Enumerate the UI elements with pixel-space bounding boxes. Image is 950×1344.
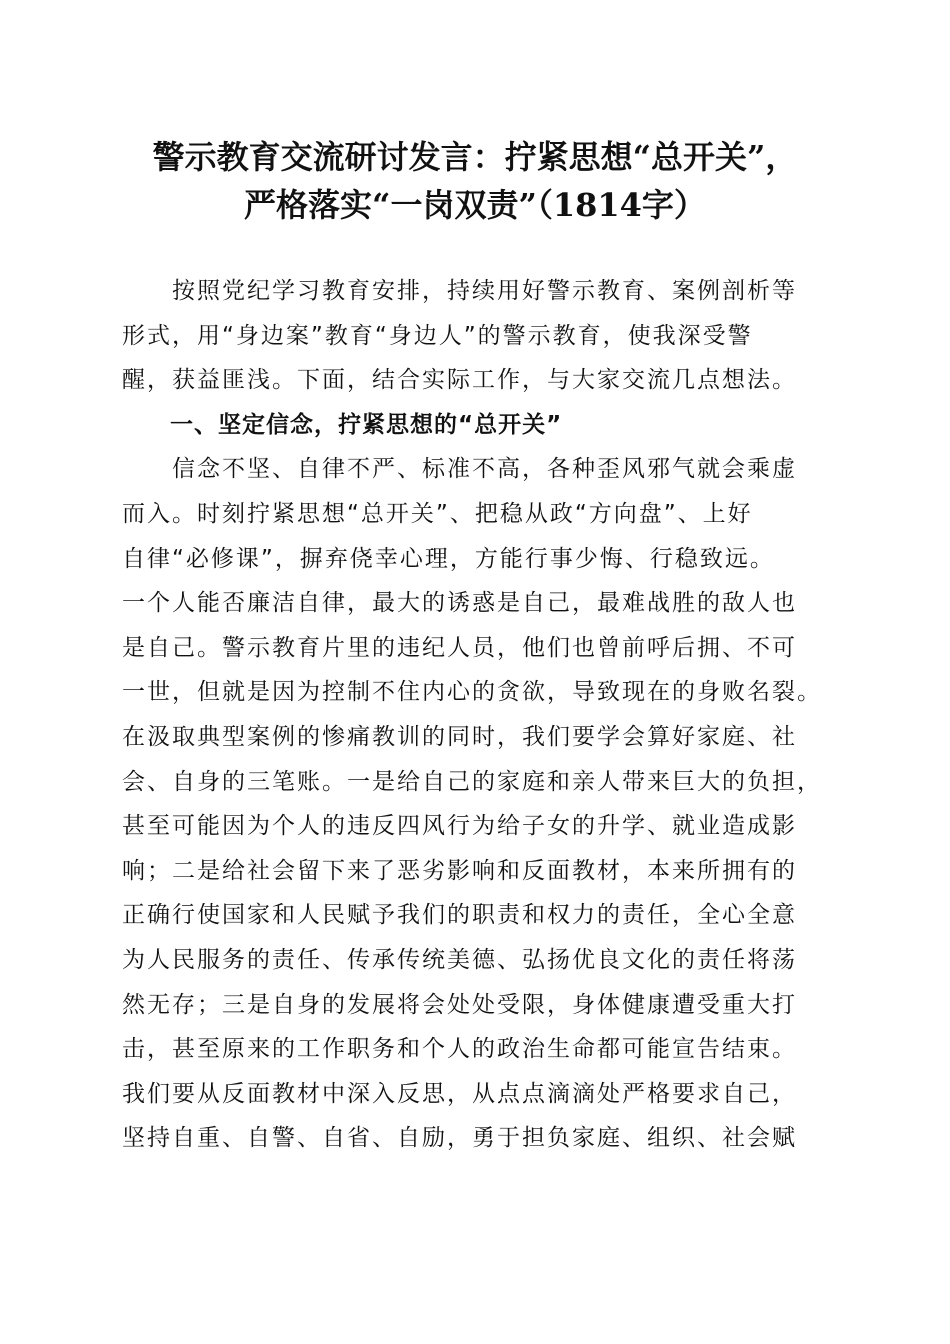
body-text-line: 按照党纪学习教育安排，持续用好警示教育、案例剖析等: [122, 278, 797, 304]
document-title-line-1: 警示教育交流研讨发言：拧紧思想“总开关”，: [152, 138, 798, 176]
body-text-line: 击，甚至原来的工作职务和个人的政治生命都可能宣告结束。: [122, 1036, 797, 1063]
document-title-line-2: 严格落实“一岗双责”（1814字）: [244, 186, 706, 224]
body-text-line: 在汲取典型案例的惨痛教训的同时，我们要学会算好家庭、社: [122, 724, 797, 750]
body-text-line: 为人民服务的责任、传承传统美德、弘扬优良文化的责任将荡: [122, 947, 797, 973]
body-text-line: 形式，用“身边案”教育“身边人”的警示教育，使我深受警: [122, 322, 753, 349]
body-text-line: 是自己。警示教育片里的违纪人员，他们也曾前呼后拥、不可: [122, 634, 797, 661]
section-heading: 一、坚定信念，拧紧思想的“总开关”: [122, 411, 563, 438]
body-text-line: 会、自身的三笔账。一是给自己的家庭和亲人带来巨大的负担，: [122, 768, 822, 795]
body-text-line: 响；二是给社会留下来了恶劣影响和反面教材，本来所拥有的: [122, 857, 797, 884]
body-text-line: 我们要从反面教材中深入反思，从点点滴滴处严格要求自己，: [122, 1080, 797, 1107]
body-text-line: 信念不坚、自律不严、标准不高，各种歪风邪气就会乘虚: [122, 456, 797, 483]
body-text-line: 甚至可能因为个人的违反四风行为给子女的升学、就业造成影: [122, 813, 797, 840]
body-text-line: 坚持自重、自警、自省、自励，勇于担负家庭、组织、社会赋: [122, 1125, 797, 1152]
body-text-line: 一世，但就是因为控制不住内心的贪欲，导致现在的身败名裂。: [122, 679, 822, 706]
body-text-line: 正确行使国家和人民赋予我们的职责和权力的责任，全心全意: [122, 902, 797, 929]
body-text-line: 一个人能否廉洁自律，最大的诱惑是自己，最难战胜的敌人也: [122, 590, 797, 617]
body-text-line: 然无存；三是自身的发展将会处处受限，身体健康遭受重大打: [122, 991, 797, 1018]
body-text-line: 醒，获益匪浅。下面，结合实际工作，与大家交流几点想法。: [122, 367, 797, 394]
body-text-line: 自律“必修课”，摒弃侥幸心理，方能行事少悔、行稳致远。: [122, 545, 775, 572]
body-text-line: 而入。时刻拧紧思想“总开关”、把稳从政“方向盘”、上好: [122, 501, 753, 527]
